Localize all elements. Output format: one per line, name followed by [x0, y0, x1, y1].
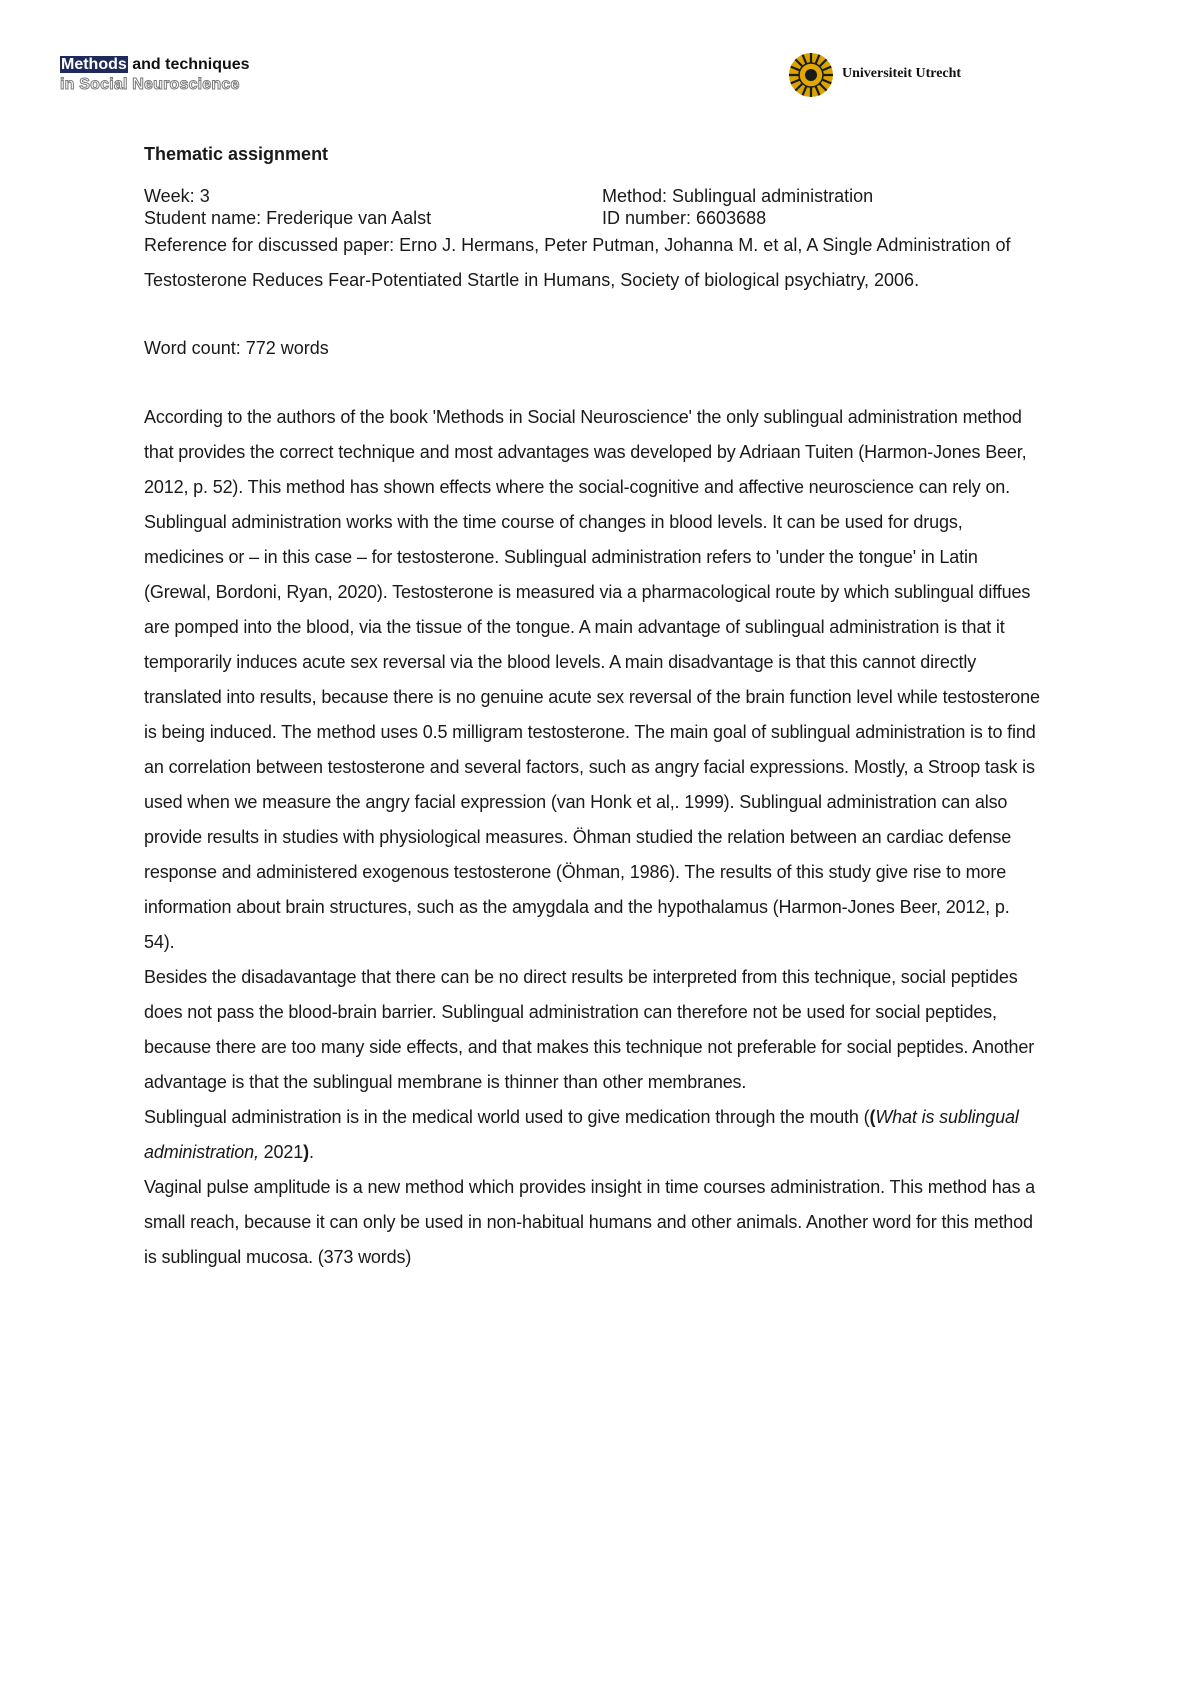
methods-techniques-logo [60, 56, 295, 100]
meta-row-week [144, 185, 1044, 207]
logo-word-and-techniques: and techniques [127, 56, 250, 73]
paragraph-end: . [308, 1142, 314, 1162]
method-label: Method: Sublingual administration [602, 186, 874, 206]
logo-title-line [60, 56, 250, 74]
meta-row-student [144, 207, 1044, 229]
word-count: Word count: 772 words [144, 338, 329, 358]
universiteit-utrecht-logo [788, 52, 1018, 100]
body-paragraph: According to the authors of the book 'Methods in Social Neuroscience' the only sublingual administration method that provides the correct technique and most advantages was developed by Adriaan Tuiten (Harmon-Jones Beer, 2012, p. 52). This method has shown effects where the social-cognitive and affective neuroscience can rely on. Sublingual administration works with the time course of changes in blood levels. It can be used for drugs, medicines or – in this case – for testosterone. Sublingual administration refers to 'under the tongue' in Latin (Grewal, Bordoni, Ryan, 2020). Testosterone is measured via a pharmacological route by which sublingual diffues are pomped into the blood, via the tissue of the tongue. A main advantage of sublingual administration is that it temporarily induces acute sex reversal via the blood levels. A main disadvantage is that this cannot directly translated into results, because there is no genuine acute sex reversal of the brain function level while testosterone is being induced. The method uses 0.5 milligram testosterone. The main goal of sublingual administration is to find an correlation between testosterone and several factors, such as angry facial expressions. Mostly, a Stroop task is used when we measure the angry facial expression (van Honk et al,. 1999). Sublingual administration can also provide results in studies with physiological measures. Öhman studied the relation between an cardiac defense response and administered exogenous testosterone (Öhman, 1986). The results of this study give rise to more information about brain structures, such as the amygdala and the hypothalamus (Harmon-Jones Beer, 2012, p. 54). [144, 407, 1040, 952]
reference-paragraph: Reference for discussed paper: Erno J. Hermans, Peter Putman, Johanna M. et al, A Single Administration of Testosterone Reduces Fear-Potentiated Startle in Humans, Society of biological psychiatry, 2006. [144, 235, 1011, 290]
body-paragraph: Besides the disadavantage that there can be no direct results be interpreted from this technique, social peptides does not pass the blood-brain barrier. Sublingual administration can therefore not be used for social peptides, because there are too many side effects, and that makes this technique not preferable for social peptides. Another advantage is that the sublingual membrane is thinner than other membranes. [144, 967, 1035, 1092]
document-title: Thematic assignment [144, 144, 329, 164]
body-paragraph [144, 1100, 1044, 1170]
student-name: Student name: Frederique van Aalst [144, 208, 432, 228]
citation-open: ( [869, 1107, 876, 1127]
university-name: Universiteit Utrecht [842, 66, 962, 81]
body-paragraph: Vaginal pulse amplitude is a new method which provides insight in time courses administration. This method has a small reach, because it can only be used in non-habitual humans and other animals. Another word for this method is sublingual mucosa. (373 words) [144, 1177, 1036, 1267]
citation-close: ) [303, 1142, 309, 1162]
week-label: Week: 3 [144, 186, 210, 206]
sun-seal-icon [788, 52, 834, 98]
id-number: ID number: 6603688 [602, 208, 767, 228]
citation-year: 2021 [258, 1142, 304, 1162]
logo-subtitle-line: in Social Neuroscience [60, 76, 240, 93]
logo-word-methods: Methods [61, 56, 127, 73]
citation-title: What is sublingual administration, [144, 1107, 1019, 1162]
paragraph-text: Sublingual administration is in the medical world used to give medication through the mouth ( [144, 1107, 870, 1127]
body-text [144, 400, 1044, 1275]
